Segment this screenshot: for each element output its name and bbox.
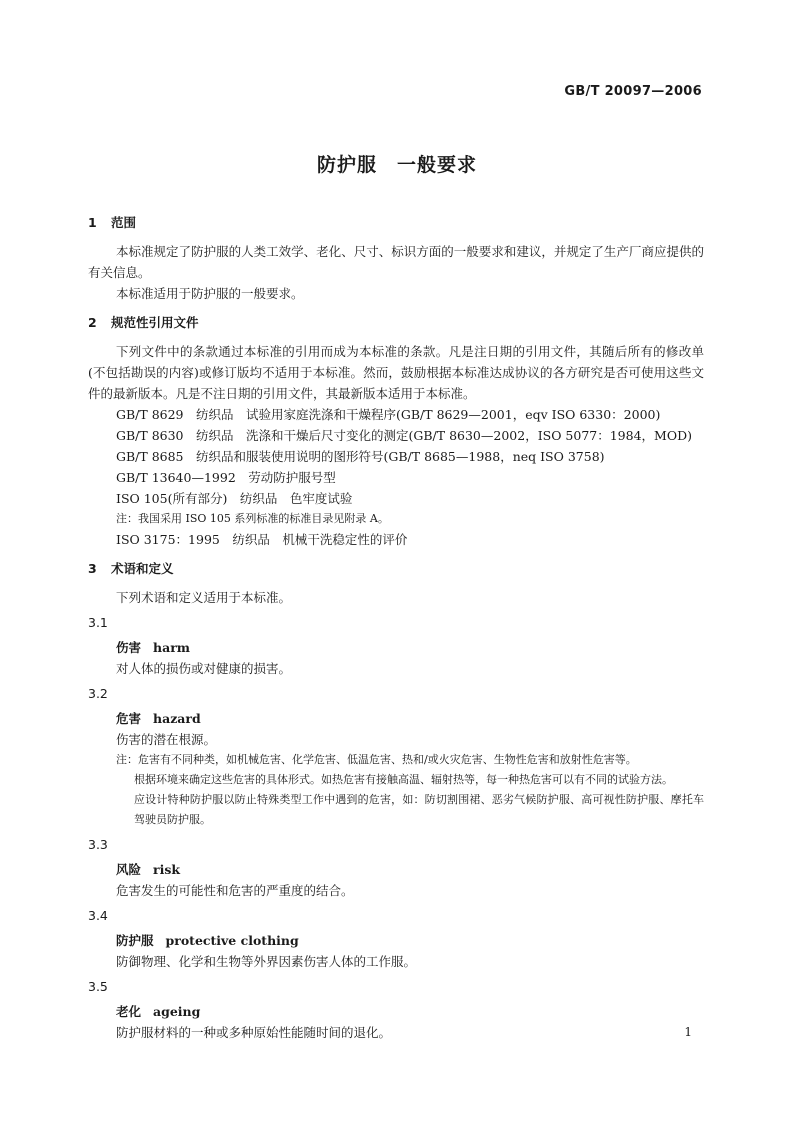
- paragraph: 本标准规定了防护服的人类工效学、老化、尺寸、标识方面的一般要求和建议，并规定了生产厂商应提供的有关信息。: [88, 244, 704, 280]
- clause-number: 3.3: [88, 837, 108, 852]
- term: [88, 637, 704, 658]
- term-definition: 防御物理、化学和生物等外界因素伤害人体的工作服。: [116, 954, 417, 969]
- clause-number: 3.4: [88, 908, 108, 923]
- term-definition: 防护服材料的一种或多种原始性能随时间的退化。: [116, 1025, 392, 1040]
- clause-number: 3.5: [88, 979, 108, 994]
- term: [88, 1001, 704, 1022]
- paragraph: 下列术语和定义适用于本标准。: [116, 590, 292, 605]
- note-continuation: 根据环境来确定这些危害的具体形式。如热危害有接触高温、辐射热等，每一种热危害可以有不同的试验方法。: [134, 773, 673, 786]
- note: 注：我国采用 ISO 105 系列标准的标准目录见附录 A。: [116, 512, 389, 525]
- term-cn: 防护服: [116, 933, 154, 948]
- section-number: 1: [88, 215, 97, 230]
- note-continuation: 应设计特种防护服以防止特殊类型工作中遇到的危害，如：防切割围裙、恶劣气候防护服、高可视性防护服、摩托车驾驶员防护服。: [134, 793, 704, 826]
- term-cn: 伤害: [116, 640, 142, 655]
- page-number: 1: [684, 1025, 692, 1039]
- clause-number: 3.1: [88, 615, 108, 630]
- section-title: 术语和定义: [111, 561, 174, 576]
- document-body: [88, 212, 704, 1043]
- term: [88, 930, 704, 951]
- section-number: 2: [88, 315, 97, 330]
- reference-item: GB/T 8630 纺织品 洗涤和干燥后尺寸变化的测定(GB/T 8630—2002，ISO 5077：1984，MOD): [116, 428, 692, 443]
- note: 注：危害有不同种类，如机械危害、化学危害、低温危害、热和/或火灾危害、生物性危害和放射性危害等。: [116, 753, 637, 766]
- paragraph: 本标准适用于防护服的一般要求。: [116, 286, 304, 301]
- document-title: 防护服 一般要求: [316, 154, 477, 176]
- term-definition: 危害发生的可能性和危害的严重度的结合。: [116, 883, 354, 898]
- section-heading-terms-definitions: [88, 558, 704, 579]
- section-heading-normative-references: [88, 312, 704, 333]
- standard-number: GB/T 20097—2006: [564, 84, 702, 99]
- reference-item: GB/T 8685 纺织品和服装使用说明的图形符号(GB/T 8685—1988，neq ISO 3758): [116, 449, 605, 464]
- section-title: 规范性引用文件: [111, 315, 199, 330]
- term-en: ageing: [153, 1004, 201, 1019]
- term-en: risk: [153, 862, 181, 877]
- term-en: protective clothing: [165, 933, 299, 948]
- reference-item: ISO 105(所有部分) 纺织品 色牢度试验: [116, 491, 353, 506]
- term-cn: 危害: [116, 711, 142, 726]
- section-heading-scope: [88, 212, 704, 233]
- reference-item: GB/T 8629 纺织品 试验用家庭洗涤和干燥程序(GB/T 8629—2001，eqv ISO 6330：2000): [116, 407, 661, 422]
- section-title: 范围: [111, 215, 137, 230]
- clause-number: 3.2: [88, 686, 108, 701]
- term-en: harm: [153, 640, 191, 655]
- paragraph: 下列文件中的条款通过本标准的引用而成为本标准的条款。凡是注日期的引用文件，其随后所有的修改单(不包括勘误的内容)或修订版均不适用于本标准。然而，鼓励根据本标准达成协议的各方研究是否可使用这些文件的最新版本。凡是不注日期的引用文件，其最新版本适用于本标准。: [88, 344, 704, 401]
- term-definition: 伤害的潜在根源。: [116, 732, 217, 747]
- reference-item: ISO 3175：1995 纺织品 机械干洗稳定性的评价: [116, 532, 408, 547]
- term-definition: 对人体的损伤或对健康的损害。: [116, 661, 292, 676]
- term-en: hazard: [153, 711, 201, 726]
- section-number: 3: [88, 561, 97, 576]
- reference-item: GB/T 13640—1992 劳动防护服号型: [116, 470, 336, 485]
- term-cn: 风险: [116, 862, 142, 877]
- term: [88, 859, 704, 880]
- term: [88, 708, 704, 729]
- term-cn: 老化: [116, 1004, 142, 1019]
